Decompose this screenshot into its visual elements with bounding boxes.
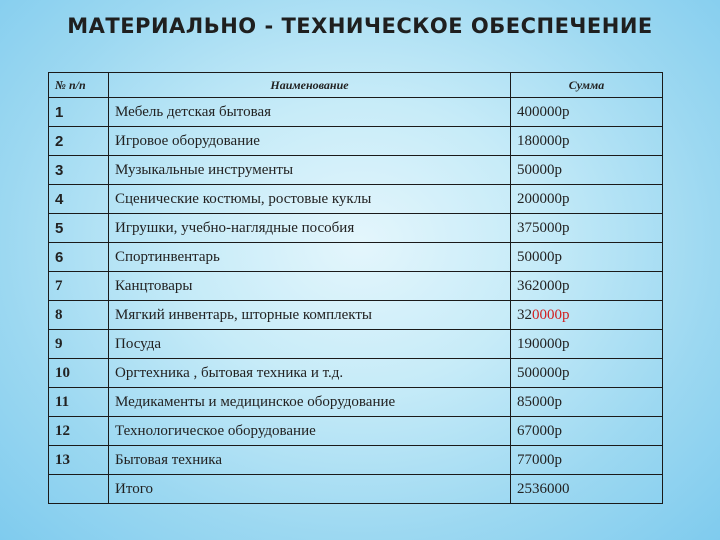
row-number: 7 [49, 272, 109, 301]
header-sum: Сумма [511, 73, 663, 98]
slide-title: МАТЕРИАЛЬНО - ТЕХНИЧЕСКОЕ ОБЕСПЕЧЕНИЕ [67, 14, 653, 38]
row-sum [511, 301, 663, 330]
table-row [49, 127, 663, 156]
table-row [49, 330, 663, 359]
row-sum: 200000р [511, 185, 663, 214]
row-sum: 500000р [511, 359, 663, 388]
row-name: Мебель детская бытовая [109, 98, 511, 127]
row-sum: 67000р [511, 417, 663, 446]
table-row [49, 98, 663, 127]
total-row [49, 475, 663, 504]
total-number-cell [49, 475, 109, 504]
table-row [49, 272, 663, 301]
row-name: Оргтехника , бытовая техника и т.д. [109, 359, 511, 388]
row-sum: 180000р [511, 127, 663, 156]
row-name: Технологическое оборудование [109, 417, 511, 446]
row-number: 8 [49, 301, 109, 330]
header-row [49, 73, 663, 98]
row-sum-part-highlight: 0000р [532, 306, 570, 323]
equipment-table [48, 72, 663, 504]
row-sum: 50000р [511, 243, 663, 272]
row-number: 6 [49, 243, 109, 272]
row-number: 13 [49, 446, 109, 475]
row-name: Посуда [109, 330, 511, 359]
table-row [49, 388, 663, 417]
row-number: 12 [49, 417, 109, 446]
row-name: Канцтовары [109, 272, 511, 301]
row-number: 5 [49, 214, 109, 243]
row-sum: 375000р [511, 214, 663, 243]
table-row [49, 301, 663, 330]
row-number: 10 [49, 359, 109, 388]
row-name: Медикаменты и медицинское оборудование [109, 388, 511, 417]
row-sum: 362000р [511, 272, 663, 301]
table-row [49, 243, 663, 272]
row-name: Игровое оборудование [109, 127, 511, 156]
table-row [49, 185, 663, 214]
row-number: 1 [49, 98, 109, 127]
row-name: Бытовая техника [109, 446, 511, 475]
row-sum: 190000р [511, 330, 663, 359]
row-name: Спортинвентарь [109, 243, 511, 272]
row-number: 4 [49, 185, 109, 214]
row-sum-part: 32 [517, 306, 532, 323]
row-sum: 400000р [511, 98, 663, 127]
row-sum: 50000р [511, 156, 663, 185]
row-name: Игрушки, учебно-наглядные пособия [109, 214, 511, 243]
row-number: 11 [49, 388, 109, 417]
total-sum: 2536000 [511, 475, 663, 504]
row-name: Мягкий инвентарь, шторные комплекты [109, 301, 511, 330]
row-name: Сценические костюмы, ростовые куклы [109, 185, 511, 214]
header-number: № п/п [49, 73, 109, 98]
table-row [49, 417, 663, 446]
row-number: 2 [49, 127, 109, 156]
row-number: 3 [49, 156, 109, 185]
table-row [49, 156, 663, 185]
row-sum: 85000р [511, 388, 663, 417]
table-row [49, 446, 663, 475]
table-row [49, 359, 663, 388]
row-sum: 77000р [511, 446, 663, 475]
table-row [49, 214, 663, 243]
row-name: Музыкальные инструменты [109, 156, 511, 185]
row-number: 9 [49, 330, 109, 359]
header-name: Наименование [109, 73, 511, 98]
total-label: Итого [109, 475, 511, 504]
